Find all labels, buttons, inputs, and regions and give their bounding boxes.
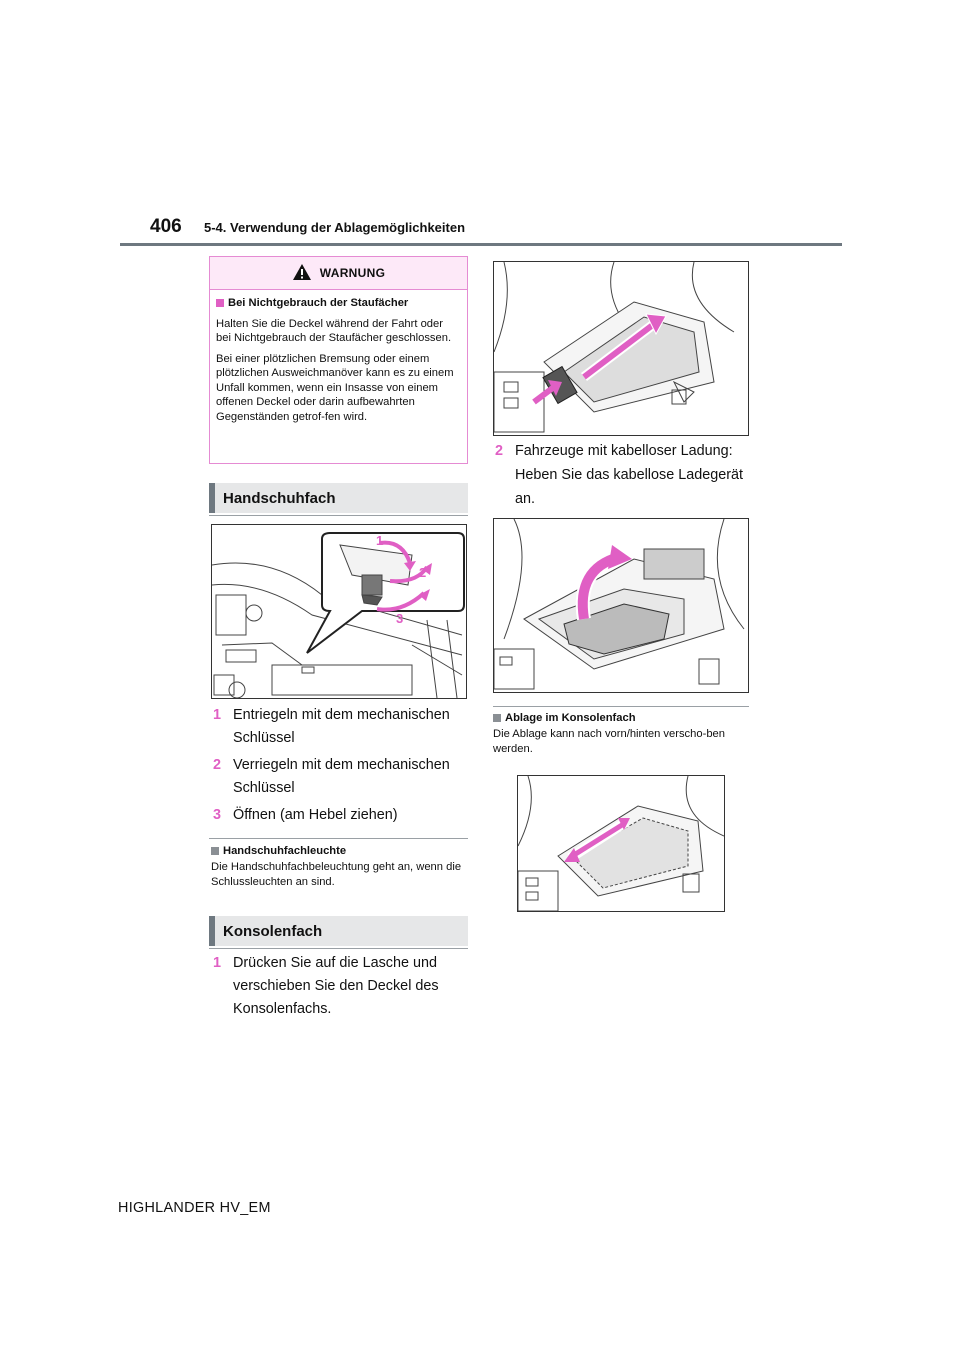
header-rule: [120, 243, 842, 246]
tray-illustration: [517, 775, 725, 912]
bullet-square-icon: [493, 714, 501, 722]
glovebox-steps: [213, 704, 468, 827]
glovebox-heading: Handschuhfach: [209, 483, 468, 513]
warning-subtitle: [216, 296, 461, 311]
bullet-square-icon: [216, 299, 224, 307]
step-number: 1: [213, 955, 222, 971]
step-text: Drücken Sie auf die Lasche und verschieben Sie den Deckel des Konsolenfachs.: [233, 955, 439, 1018]
glovebox-note: [211, 845, 467, 889]
console-note-title: [493, 712, 749, 724]
step-text: Öffnen (am Hebel ziehen): [233, 807, 398, 824]
step-number: 2: [495, 443, 504, 459]
callout-2: 2: [419, 565, 427, 580]
step-number: 2: [213, 757, 222, 774]
glovebox-heading-block: [209, 483, 468, 516]
step-text: Entriegeln mit dem mechanischen Schlüssel: [233, 707, 450, 747]
glovebox-step-2: [213, 754, 468, 800]
glovebox-note-title: [211, 845, 467, 857]
section-title: 5-4. Verwendung der Ablagemöglichkeiten: [204, 220, 466, 235]
glovebox-heading-rule: [209, 515, 468, 516]
step-number: 3: [213, 807, 222, 824]
glovebox-step-3: [213, 804, 468, 827]
wireless-charger-illustration: [493, 518, 749, 693]
warning-header: [210, 257, 467, 290]
console-note: [493, 712, 749, 756]
note-title-text: Ablage im Konsolenfach: [505, 712, 636, 724]
console-heading-rule: [209, 948, 468, 949]
warning-paragraph-1: Halten Sie die Deckel während der Fahrt oder bei Nichtgebrauch der Staufächer geschlossen.: [216, 317, 452, 345]
footer-model: HIGHLANDER HV_EM: [118, 1200, 271, 1216]
page-number: 406: [150, 216, 182, 237]
console-step-2: [495, 439, 755, 512]
warning-body: [210, 290, 467, 425]
step-text: Verriegeln mit dem mechanischen Schlüssel: [233, 757, 450, 797]
step-text: Fahrzeuge mit kabelloser Ladung: Heben Sie das kabellose Ladegerät an.: [515, 443, 744, 508]
note-title-text: Handschuhfachleuchte: [223, 845, 347, 857]
console-note-text: Die Ablage kann nach vorn/hinten verscho-ben werden.: [493, 728, 725, 755]
bullet-square-icon: [211, 847, 219, 855]
console-heading: Konsolenfach: [209, 916, 468, 946]
warning-subtitle-text: Bei Nichtgebrauch der Staufächer: [228, 297, 409, 309]
warning-title: WARNUNG: [319, 266, 386, 280]
callout-1: 1: [376, 533, 384, 548]
console-heading-block: [209, 916, 468, 949]
console-step-2-row: [495, 439, 755, 512]
glovebox-step-1: [213, 704, 468, 750]
console-step-1: [213, 952, 468, 1021]
callout-3: 3: [396, 611, 404, 626]
glovebox-note-rule: [209, 838, 468, 839]
warning-box: [209, 256, 468, 464]
warning-paragraph-2: Bei einer plötzlichen Bremsung oder einem plötzlichen Ausweichmanöver kann es zu einem Unfall kommen, wenn ein Insasse von einem offenen Deckel oder darin aufbewahrten Gegenständen getrof-fen wird.: [216, 352, 454, 423]
warning-triangle-icon: [292, 263, 312, 284]
glovebox-illustration: [211, 524, 467, 699]
console-note-rule: [493, 706, 749, 707]
console-slide-illustration: [493, 261, 749, 436]
glovebox-note-text: Die Handschuhfachbeleuchtung geht an, wenn die Schlussleuchten an sind.: [211, 861, 462, 888]
console-step-1-row: [213, 952, 468, 1021]
step-number: 1: [213, 707, 222, 723]
